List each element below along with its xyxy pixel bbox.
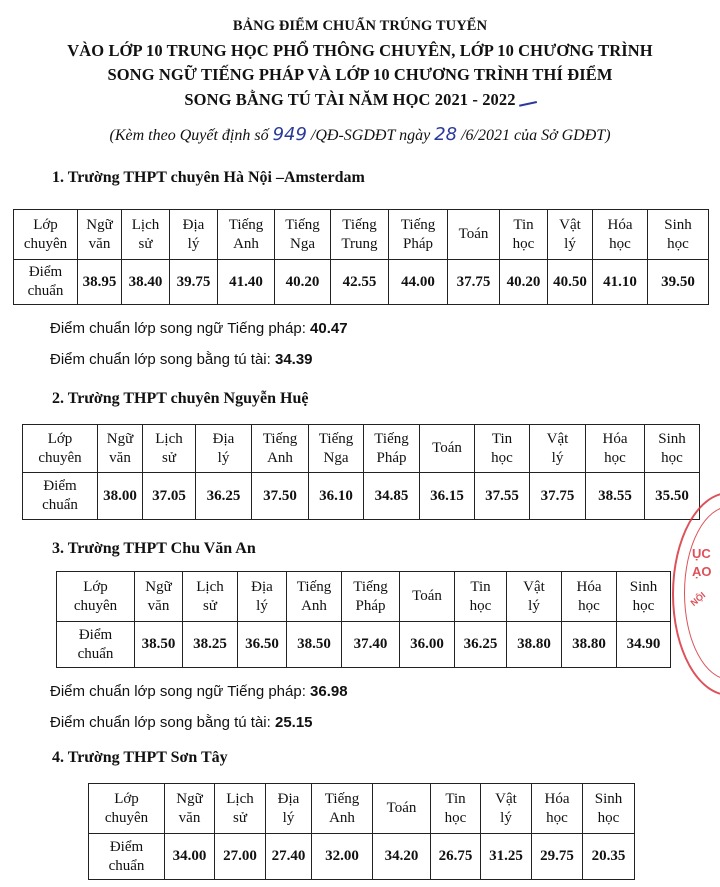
score-cell: 38.50 [287,622,342,668]
header-cell: Tin học [500,210,548,260]
header-cell: Toán [448,210,500,260]
score-cell: 36.25 [455,622,507,668]
score-cell: 27.00 [215,834,266,880]
title-line-4-text: SONG BẰNG TÚ TÀI NĂM HỌC 2021 - 2022 [184,89,516,109]
header-cell: Sinh học [583,784,635,834]
score-cell: 34.20 [373,834,431,880]
score-cell: 29.75 [532,834,583,880]
score-cell: 37.50 [252,473,309,520]
header-cell: Lớp chuyên [89,784,165,834]
official-seal [672,492,720,696]
score-cell: 38.55 [586,473,645,520]
score-cell: 34.00 [165,834,215,880]
header-cell: Tiếng Anh [312,784,373,834]
score-cell: 26.75 [431,834,481,880]
school-1-header-row [14,210,709,260]
header-cell: Ngữ văn [78,210,122,260]
document-title [0,14,720,112]
score-cell: 38.95 [78,260,122,305]
seal-text-2: ẠO [692,564,712,579]
title-line-2: VÀO LỚP 10 TRUNG HỌC PHỔ THÔNG CHUYÊN, LỚP 10 CHƯƠNG TRÌNH [67,40,653,60]
score-cell: 38.25 [183,622,238,668]
header-cell: Lịch sử [215,784,266,834]
decision-suffix: /6/2021 của Sở GDĐT) [457,127,611,144]
header-cell: Lớp chuyên [23,425,98,473]
header-cell: Sinh học [648,210,709,260]
school-1-score-row [14,260,709,305]
school-1-table [13,209,709,305]
score-cell: 36.25 [196,473,252,520]
school-1-note-1 [50,320,348,337]
score-cell: 42.55 [331,260,389,305]
header-cell: Lịch sử [183,572,238,622]
note-value: 40.47 [310,320,348,337]
score-cell: 38.80 [562,622,617,668]
header-cell: Địa lý [238,572,287,622]
score-cell: 34.85 [364,473,420,520]
school-3-note-1 [50,683,348,700]
header-cell: Tiếng Anh [218,210,275,260]
header-cell: Lớp chuyên [14,210,78,260]
school-3-score-row [57,622,671,668]
title-line-3: SONG NGỮ TIẾNG PHÁP VÀ LỚP 10 CHƯƠNG TRÌNH THÍ ĐIỂM [107,65,613,84]
row-label-cell: Điểm chuẩn [23,473,98,520]
header-cell: Toán [420,425,475,473]
header-cell: Hóa học [586,425,645,473]
header-cell: Toán [400,572,455,622]
school-4-header-row [89,784,635,834]
note-label: Điểm chuẩn lớp song bằng tú tài: [50,351,275,368]
school-1-note-2 [50,351,313,368]
score-cell: 37.75 [448,260,500,305]
decision-mid: /QĐ-SGDĐT ngày [306,127,435,144]
score-cell: 31.25 [481,834,532,880]
seal-text-1: ỤC [692,546,711,561]
score-cell: 40.20 [275,260,331,305]
decision-reference [0,124,720,145]
header-cell: Vật lý [548,210,593,260]
header-cell: Địa lý [266,784,312,834]
note-value: 25.15 [274,714,313,731]
header-cell: Toán [373,784,431,834]
school-2-table [22,424,700,520]
school-4-table [88,783,635,880]
school-3-table [56,571,671,668]
score-cell: 20.35 [583,834,635,880]
school-2-title: 2. Trường THPT chuyên Nguyễn Huệ [52,390,309,407]
header-cell: Sinh học [617,572,671,622]
row-label-cell: Điểm chuẩn [57,622,135,668]
school-3-note-2 [50,714,313,731]
score-cell: 36.00 [400,622,455,668]
header-cell: Tiếng Nga [309,425,364,473]
decision-number: 949 [272,124,307,145]
handwritten-mark [517,91,537,106]
score-cell: 32.00 [312,834,373,880]
header-cell: Lớp chuyên [57,572,135,622]
school-2-header-row [23,425,700,473]
header-cell: Hóa học [532,784,583,834]
header-cell: Sinh học [645,425,700,473]
header-cell: Tiếng Trung [331,210,389,260]
score-cell: 37.40 [342,622,400,668]
score-cell: 36.10 [309,473,364,520]
header-cell: Vật lý [507,572,562,622]
header-cell: Tin học [455,572,507,622]
score-cell: 40.20 [500,260,548,305]
score-cell: 38.50 [135,622,183,668]
header-cell: Tiếng Pháp [342,572,400,622]
score-cell: 36.15 [420,473,475,520]
header-cell: Lịch sử [143,425,196,473]
row-label-cell: Điểm chuẩn [89,834,165,880]
header-cell: Tiếng Nga [275,210,331,260]
header-cell: Tin học [475,425,530,473]
note-value: 36.98 [310,683,348,700]
row-label-cell: Điểm chuẩn [14,260,78,305]
note-value: 34.39 [274,351,313,368]
score-cell: 36.50 [238,622,287,668]
header-cell: Tiếng Pháp [364,425,420,473]
score-cell: 27.40 [266,834,312,880]
score-cell: 37.75 [530,473,586,520]
header-cell: Vật lý [530,425,586,473]
score-cell: 38.80 [507,622,562,668]
school-3-header-row [57,572,671,622]
score-cell: 41.40 [218,260,275,305]
header-cell: Tiếng Anh [252,425,309,473]
title-line-4 [0,88,720,113]
decision-prefix: (Kèm theo Quyết định số [109,127,273,144]
header-cell: Hóa học [593,210,648,260]
header-cell: Ngữ văn [135,572,183,622]
score-cell: 35.50 [645,473,700,520]
header-cell: Vật lý [481,784,532,834]
note-label: Điểm chuẩn lớp song ngữ Tiếng pháp: [50,683,311,700]
score-cell: 39.75 [170,260,218,305]
header-cell: Ngữ văn [98,425,143,473]
score-cell: 38.40 [122,260,170,305]
header-cell: Địa lý [170,210,218,260]
header-cell: Ngữ văn [165,784,215,834]
school-4-title: 4. Trường THPT Sơn Tây [52,749,228,766]
score-cell: 44.00 [389,260,448,305]
seal-text-3: NỘI [688,590,708,608]
title-line-1: BẢNG ĐIỂM CHUẨN TRÚNG TUYỂN [232,18,488,34]
note-label: Điểm chuẩn lớp song bằng tú tài: [50,714,275,731]
score-cell: 40.50 [548,260,593,305]
score-cell: 39.50 [648,260,709,305]
decision-day: 28 [434,124,458,145]
header-cell: Tin học [431,784,481,834]
score-cell: 34.90 [617,622,671,668]
score-cell: 37.55 [475,473,530,520]
header-cell: Tiếng Anh [287,572,342,622]
school-2-score-row [23,473,700,520]
header-cell: Hóa học [562,572,617,622]
score-cell: 37.05 [143,473,196,520]
header-cell: Địa lý [196,425,252,473]
note-label: Điểm chuẩn lớp song ngữ Tiếng pháp: [50,320,311,337]
score-cell: 38.00 [98,473,143,520]
score-cell: 41.10 [593,260,648,305]
school-1-title: 1. Trường THPT chuyên Hà Nội –Amsterdam [52,169,365,186]
header-cell: Tiếng Pháp [389,210,448,260]
school-4-score-row [89,834,635,880]
school-3-title: 3. Trường THPT Chu Văn An [52,540,256,557]
header-cell: Lịch sử [122,210,170,260]
